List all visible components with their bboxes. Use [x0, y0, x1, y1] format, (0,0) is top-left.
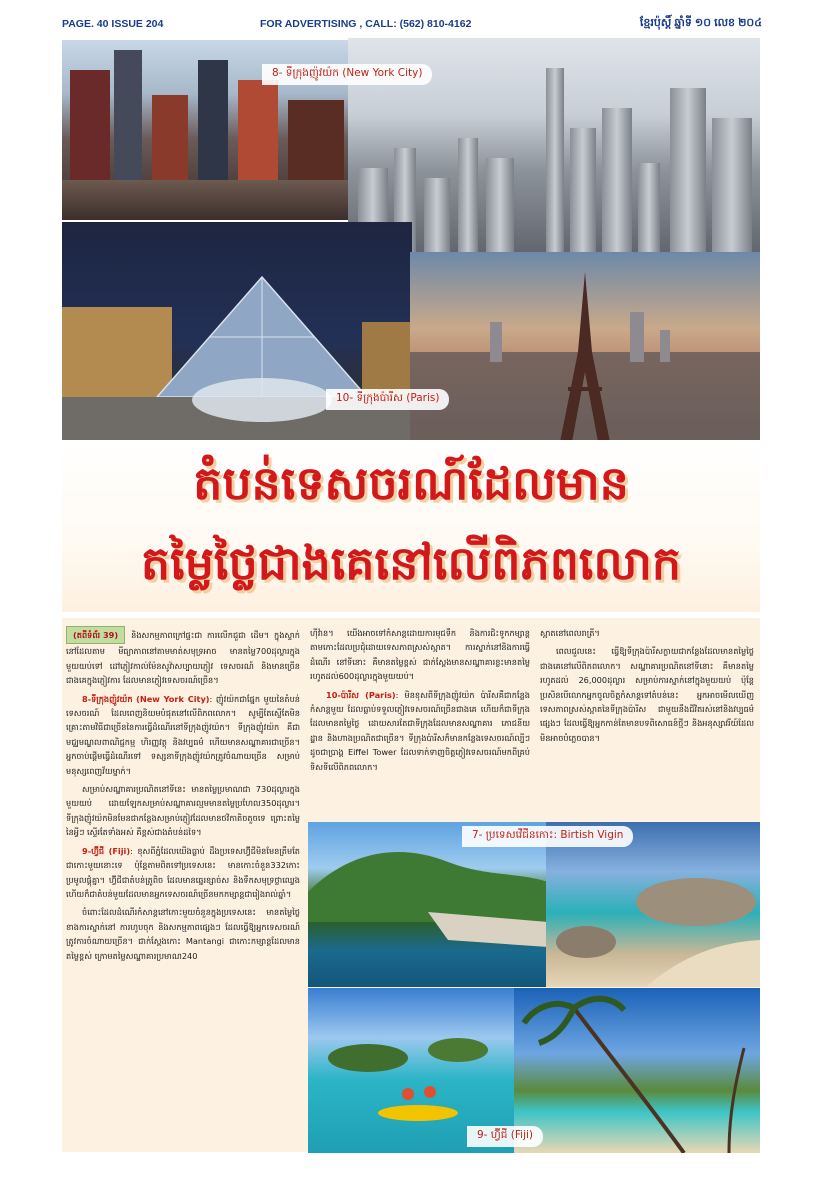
- col1-paragraph-4: : ខុសពីភ្នំដែលយើងធ្លាប់ ដឹងប្រទេសហ៊្វីជីមិនមែនត្រឹមតែជាកោះមួយនោះទេ ប៉ុន្តែតាមពិតទៅប្រទេសនេះ មានកោះចំនួន332កោះប្រមូលផ្ដុំគ្នា។ ហ៊្វីជីជាតំបន់ត្រូពិច ដែលមានឆ្នេរខ្សាច់ស និងទឹកសមុទ្រថ្លាឈ្វេង ហើយក៏ជាតំបន់មួយដែលមានអ្នកទេសចរណ៍ច្រើនមកកម្សាន្តជារៀងរាល់ឆ្នាំ។: [66, 845, 300, 899]
- col1-paragraph-2: : ញ៉ូវយ៉កជាផ្នែក មួយនៃតំបន់ទេសចរណ៍ ដែលពេញនិយមបំផុតនៅលើពិភពលោក។ សូម្បីតែស្ទើតែមិន គ្រោះតាមវិធីជាច្រើននៃការធ្វើដំណើរនៅទីក្រុងញ៉ូវយ៉ក។ ទីក្រុងញ៉ូវយ៉ក គឺជាមជ្ឈមណ្ឌលពាណិជ្ជកម្ម ហិរញ្ញវត្ថុ និងវប្បធម៌ ហើយមានសណ្ឋាគារជាច្រើន។ អ្នកចាប់ផ្ដើមធ្វើដំណើរទៅ ទស្សនាទីក្រុងញ៉ូវយ៉កត្រូវចំណាយច្រើន សម្រាប់មនុស្សពេញវ័យម្នាក់។: [66, 693, 300, 776]
- col1-paragraph-3: សម្រាប់សណ្ឋាគារប្រណិតនៅទីនេះ មានតម្លៃប្រមាណជា 730ដុល្លារក្នុងមួយយប់ ដោយឡែកសម្រាប់សណ្ឋាគារល្មមមានតម្លៃប្រហែល350ដុល្លារ។ ទីក្រុងញ៉ូវយ៉កមិនមែនជាកន្លែងសម្រាប់ភ្ញៀវដែលមានថវិកាតិចតួចទេ ព្រោះតម្លៃនៃអ្វីៗ ស្ទើរតែទាំងអស់ គឺខ្ពស់ជាងតំបន់ដទៃ។: [66, 784, 300, 838]
- ny-heading: 8-ទីក្រុងញ៉ូវយ៉ក: [82, 693, 133, 704]
- fiji-caption: 9- ហ៊្វីជី (Fiji): [467, 1126, 543, 1147]
- fiji-palm-beach-photo: [514, 988, 760, 1153]
- headline-line-1: តំបន់ទេសចរណ៍ដែលមាន: [193, 456, 629, 510]
- headline-line-2: តម្លៃថ្លៃជាងគេនៅលើពិភពលោក: [140, 536, 682, 590]
- col2-paragraph-1: ហ៊ីវ៉ាន។ យើងអាចទៅកំសាន្តដោយការមុជទឹក និងការជិះទូកកម្សាន្តតាមកោះដែលប្រជុំដោយទេសភាពស្រស់ស្អាត។ ការស្នាក់នៅនិងការធ្វើដំណើរ នៅទីនោះ គឺមានតម្លៃខ្ពស់ ជាក់ស្ដែងមានសណ្ឋាគារខ្លះមានតម្លៃរហូតដល់600ដុល្លារក្នុងមួយយប់។: [310, 628, 530, 682]
- ny-heading-en: (New York City): [136, 693, 210, 704]
- paris-eiffel-photo: [410, 252, 760, 472]
- article-column-2: [310, 626, 530, 778]
- continued-badge: (តពីទំព័រ 39): [66, 626, 125, 644]
- paris-heading: 10-ប៉ារីស: [326, 689, 359, 700]
- col3-paragraph-1: ស្អាតនៅពេលរាត្រី។: [540, 628, 600, 638]
- page-issue: PAGE. 40 ISSUE 204: [62, 18, 164, 30]
- fiji-heading-en: (Fiji): [108, 845, 131, 856]
- eiffel-tower-shape: [410, 252, 760, 472]
- paris-caption: 10- ទីក្រុងប៉ារីស (Paris): [326, 389, 449, 410]
- col1-paragraph-1: និងសកម្មភាពក្រៅផ្ទះជា ការលើកជួជា ដើម។ ក្នុងស្ទាក់នៅដែលតាម មីធ្យាភាពនៅតាមមាត់សមុទ្រអាច មានតម្លៃ700ដុល្លារក្នុងមួយយប់ទៅ ដៅភ្ញៀវកាល់ម៉ែនសូវ៉ាសប្បាយភ្ញៀវ ទេសចរណ៍ និងមានច្រើនជាងគេក្នុងភ្ញៀវការ ដែលមានភ្ញៀវទេសចរណ៍ច្រើន។: [66, 630, 300, 686]
- col3-paragraph-2: ពេលជួលនេះ ធ្វើឱ្យទីក្រុងប៉ារីសក្លាយជាកន្លែងដែលមានតម្លៃថ្លៃជាងគេនៅលើពិភពលោក។ សណ្ឋាគារប្រណិតនៅទីនោះ គឺមានតម្លៃរហូតដល់ 26,000ដុល្លារ សម្រាប់ការស្នាក់នៅក្នុងមួយយប់ ប៉ុន្តែប្រសិនបើលោកអ្នកចូលចិត្តកំសាន្តទៅតំបន់នេះ អ្នកអាចមើលឃើញទេសភាពស្រស់ស្អាតនៃទីក្រុងប៉ារីស ជាមួយនឹងជីវិតរស់នៅនិងវប្បធម៌ផ្សេងៗ ដែលធ្វើឱ្យអ្នកកាន់តែមានបទពិសោធន៍ថ្មីៗ និងអនុស្សាវរីយ៍ដែលមិនអាចបំភ្លេចបាន។: [540, 646, 754, 743]
- col2-paragraph-2: : មិនខុសពីទីក្រុងញ៉ូវយ៉ក ប៉ារីសគឺជាកន្លែងកំសាន្តមួយ ដែលធ្លាប់ទទួលភ្ញៀវទេសចរណ៍ច្រើនជាងគេ ហើយក៏ជាទីក្រុងដែលមានតម្លៃថ្លៃ ដោយសារតែជាទីក្រុងដែលមានសណ្ឋាគារ ភោជនីយដ្ឋាន និងហាងប្រណិតជាច្រើន។ ទីក្រុងប៉ារីសក៏មានកន្លែងទេសចរណ៍ល្បីៗ ដូចជាប្រាង្គ Eiffel Tower ដែលទាក់ទាញចិត្តភ្ញៀវទេសចរណ៍មកពីគ្រប់ទិសទីលើពិភពលោក។: [310, 689, 530, 772]
- palm-tree-shape: [514, 988, 760, 1153]
- masthead-date: ខ្មែរប៉ុស្ដិ៍ ឆ្នាំទី ១០ លេខ ២០៤: [639, 17, 762, 29]
- col1-paragraph-5: ចំពោះដែលដំណើរកំសាន្តនៅកោះមួយចំនួនក្នុងប្រទេសនេះ មានតម្លៃថ្លៃ ខាងការស្នាក់នៅ ការហូបចុក និងសកម្មភាពផ្សេងៗ ដែលធ្វើឱ្យអ្នកទេសចរណ៍ត្រូវការចំណាយច្រើន។ ជាក់ស្ដែងកោះ Mantangi ជាកោះកម្សាន្តដែលមានតម្លៃខ្ពស់ ក្រោមតម្លៃសណ្ឋាគារប្រមាណ240: [66, 907, 300, 961]
- advertising-contact: FOR ADVERTISING , CALL: (562) 810-4162: [260, 18, 472, 30]
- bvi-caption: 7- ប្រទេសវើជីនកោះ: Birtish Vigin: [462, 826, 633, 847]
- page-header: [62, 18, 762, 34]
- article-column-3: [540, 626, 754, 749]
- paris-heading-en: (Paris): [365, 689, 396, 700]
- fiji-heading: 9-ហ៊្វីជី: [82, 845, 105, 856]
- article-column-1: [66, 626, 300, 967]
- new-york-caption: 8- ទីក្រុងញ៉ូវយ៉ក (New York City): [262, 64, 432, 85]
